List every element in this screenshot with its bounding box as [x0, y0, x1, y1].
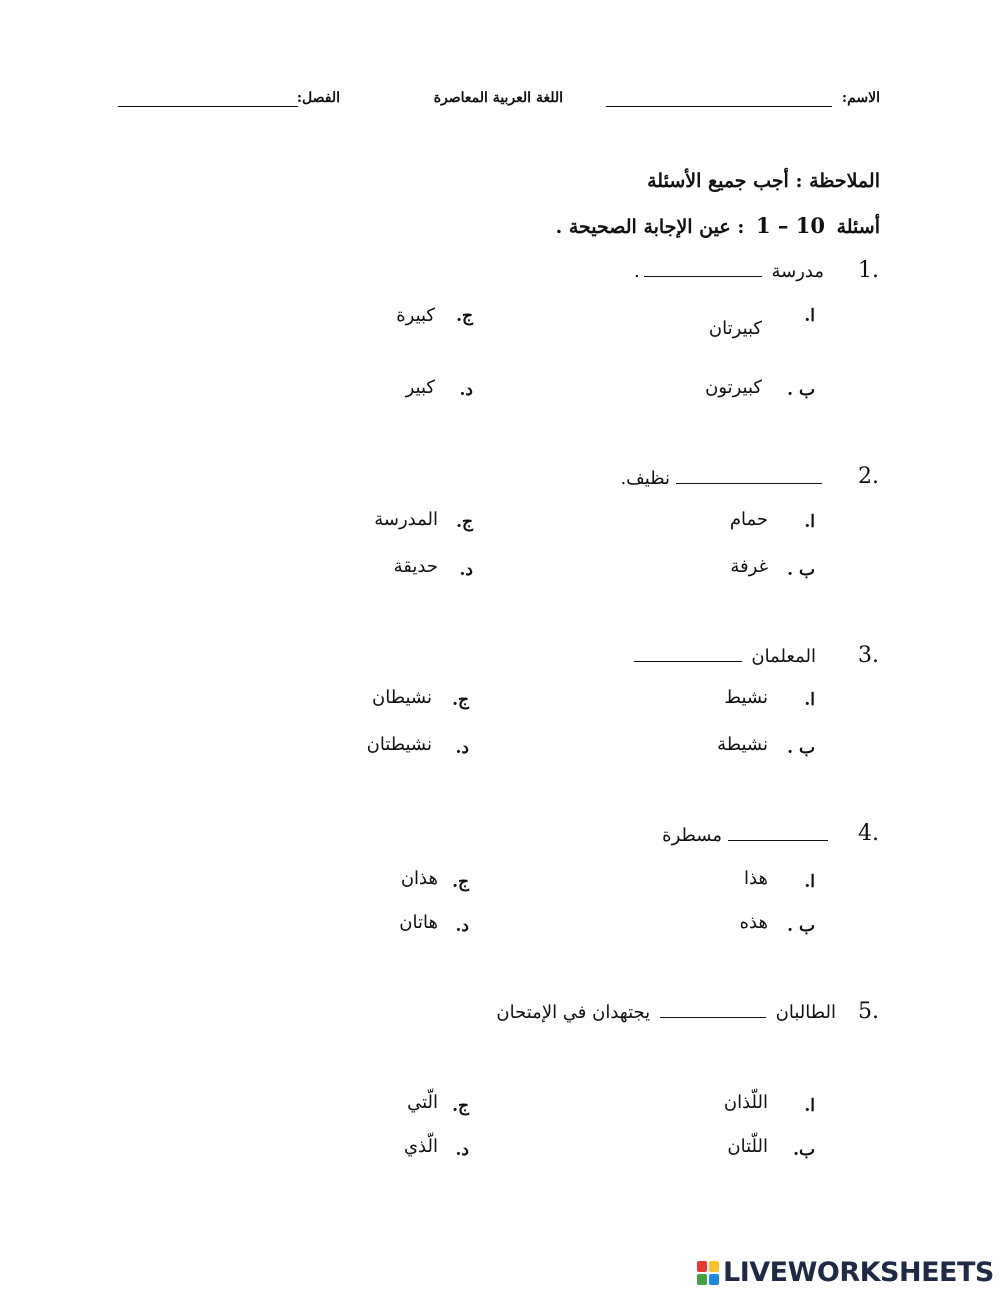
option-text[interactable]: غرفة	[730, 556, 768, 577]
option-text[interactable]: كبير	[405, 377, 435, 398]
option-letter: ج.	[456, 306, 473, 326]
question-stem: مسطرة	[662, 825, 828, 846]
option-text[interactable]: حمام	[729, 509, 768, 530]
option-letter: ا.	[804, 512, 815, 532]
instruction-note: الملاحظة : أجب جميع الأسئلة	[647, 170, 880, 192]
liveworksheets-logo-icon	[696, 1260, 720, 1286]
option-letter: ا.	[804, 690, 815, 710]
answer-blank[interactable]	[728, 828, 828, 841]
option-text[interactable]: هذا	[744, 868, 768, 889]
option-text[interactable]: المدرسة	[374, 509, 438, 530]
option-letter: د.	[455, 738, 469, 758]
question-number: 4.	[858, 821, 879, 846]
liveworksheets-brand: LIVEWORKSHEETS	[723, 1257, 994, 1288]
option-text[interactable]: اللّتان	[727, 1136, 768, 1157]
option-letter: ب .	[787, 916, 815, 936]
option-letter: ب .	[787, 560, 815, 580]
question-stem: مدرسة .	[634, 261, 824, 282]
option-text[interactable]: الّتي	[407, 1092, 438, 1113]
answer-blank[interactable]	[676, 471, 822, 484]
question-number: 1.	[858, 258, 879, 283]
option-letter: ا.	[804, 1096, 815, 1116]
option-letter: ا.	[804, 872, 815, 892]
question-stem: الطالبان يجتهدان في الإمتحان	[496, 1002, 836, 1023]
question-stem: المعلمان	[634, 646, 816, 667]
question-stem: نظيف.	[620, 468, 822, 489]
option-text[interactable]: كبيرة	[396, 305, 435, 326]
answer-blank[interactable]	[634, 649, 742, 662]
option-text[interactable]: نشيطة	[717, 734, 768, 755]
class-label: الفصل:	[296, 90, 340, 106]
option-letter: ج.	[452, 690, 469, 710]
option-letter: ب .	[787, 380, 815, 400]
option-text[interactable]: كبيرتان	[708, 318, 762, 339]
option-text[interactable]: الّذي	[403, 1136, 438, 1157]
answer-blank[interactable]	[660, 1005, 766, 1018]
option-text[interactable]: نشيط	[724, 687, 768, 708]
option-text[interactable]: كبيرتون	[705, 377, 762, 398]
instruction-task-line	[556, 213, 880, 238]
option-letter: ج.	[452, 872, 469, 892]
name-blank[interactable]	[606, 92, 832, 107]
option-letter: د.	[455, 1140, 469, 1160]
liveworksheets-watermark[interactable]	[696, 1257, 994, 1288]
questions-prefix: أسئلة	[836, 216, 880, 238]
option-letter: د.	[455, 916, 469, 936]
task-text: : عين الإجابة الصحيحة .	[555, 216, 745, 238]
option-letter: ب.	[793, 1140, 815, 1160]
option-text[interactable]: هذه	[739, 912, 768, 933]
option-text[interactable]: هذان	[400, 868, 438, 889]
question-range: 1 – 10	[755, 213, 825, 238]
option-text[interactable]: هاتان	[399, 912, 438, 933]
class-blank[interactable]	[118, 92, 298, 107]
subject-title: اللغة العربية المعاصرة	[433, 90, 563, 106]
question-number: 5.	[858, 999, 879, 1024]
question-number: 3.	[858, 643, 879, 668]
option-letter: د.	[459, 380, 473, 400]
name-label: الاسم:	[841, 90, 880, 106]
option-text[interactable]: اللّذان	[723, 1092, 768, 1113]
option-letter: ج.	[452, 1096, 469, 1116]
option-text[interactable]: حديقة	[393, 556, 438, 577]
option-text[interactable]: نشيطان	[372, 687, 432, 708]
option-text[interactable]: نشيطتان	[366, 734, 432, 755]
option-letter: ا.	[804, 306, 815, 326]
question-number: 2.	[858, 464, 879, 489]
answer-blank[interactable]	[644, 264, 762, 277]
option-letter: د.	[459, 560, 473, 580]
option-letter: ج.	[456, 512, 473, 532]
option-letter: ب .	[787, 738, 815, 758]
